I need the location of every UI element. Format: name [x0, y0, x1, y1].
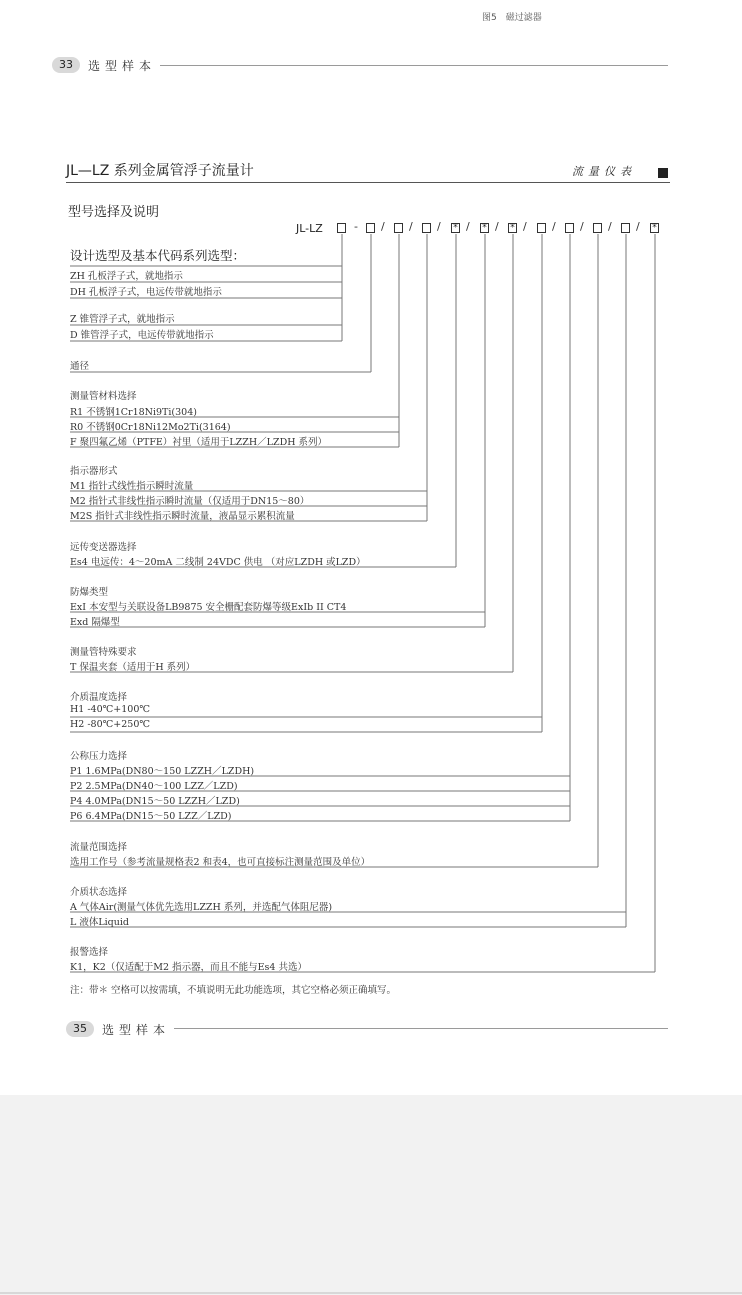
option-text: M1 指针式线性指示瞬时流量 [70, 481, 194, 492]
option-text: ZH 孔板浮子式，就地指示 [70, 271, 183, 282]
group-label-bore: 通径 [70, 361, 90, 372]
code-slash: / [437, 220, 441, 233]
option-text: K1，K2（仅适配于M2 指示器，而且不能与Es4 共选） [70, 962, 307, 973]
lower-blank-area [0, 1095, 742, 1295]
brand-label: 流量仪表 [572, 165, 636, 178]
option-text: Exd 隔爆型 [70, 617, 120, 628]
option-text: A 气体Air(测量气体优先选用LZZH 系列，并选配气体阻尼器) [70, 902, 333, 913]
code-slash: / [466, 220, 470, 233]
option-text: P4 4.0MPa(DN15～50 LZZH／LZD) [70, 796, 240, 807]
group-label-transmitter: 远传变送器选择 [70, 542, 137, 553]
code-slot: * [650, 223, 659, 233]
group-label-flow-range: 流量范围选择 [70, 842, 128, 853]
option-text: ExI 本安型与关联设备LB9875 安全栅配套防爆等级ExIb II CT4 [70, 602, 347, 613]
code-slot: * [480, 223, 489, 233]
option-text: P1 1.6MPa(DN80～150 LZZH／LZDH) [70, 766, 255, 777]
group-label-tube-material: 测量管材料选择 [70, 391, 137, 402]
option-text: L 液体Liquid [70, 917, 129, 928]
code-slash: / [381, 220, 385, 233]
code-slash: / [523, 220, 527, 233]
option-text: R0 不锈钢0Cr18Ni12Mo2Ti(3164) [70, 422, 231, 433]
group-label-temperature: 介质温度选择 [70, 692, 128, 703]
group-label-explosion-proof: 防爆类型 [70, 587, 109, 598]
option-text: P2 2.5MPa(DN40～100 LZZ／LZD) [70, 781, 238, 792]
group-label-tube-special: 测量管特殊要求 [70, 647, 137, 658]
lower-edge-line [0, 1292, 742, 1294]
code-slash: / [580, 220, 584, 233]
option-text: T 保温夹套（适用于H 系列） [70, 662, 196, 673]
figure-caption: 图5 磁过滤器 [482, 13, 542, 23]
code-slash: / [552, 220, 556, 233]
code-slot: * [508, 223, 517, 233]
option-text: H1 -40℃+100℃ [70, 704, 150, 715]
code-slash: / [409, 220, 413, 233]
option-text: Z 锥管浮子式，就地指示 [70, 314, 175, 325]
section-title-top: 选型样本 [88, 59, 157, 73]
model-code-prefix: JL-LZ [296, 222, 323, 235]
code-dash: - [354, 220, 358, 233]
option-text: F 聚四氟乙烯（PTFE）衬里（适用于LZZH／LZDH 系列） [70, 437, 327, 448]
code-slash: / [636, 220, 640, 233]
option-text: M2 指针式非线性指示瞬时流量（仅适用于DN15～80） [70, 496, 310, 507]
option-text: P6 6.4MPa(DN15～50 LZZ／LZD) [70, 811, 232, 822]
group-label-alarm: 报警选择 [70, 947, 109, 958]
option-text: DH 孔板浮子式，电远传带就地指示 [70, 287, 222, 298]
code-slash: / [608, 220, 612, 233]
code-slot: * [451, 223, 460, 233]
group-label-indicator: 指示器形式 [70, 466, 118, 477]
section-title-bottom: 选型样本 [102, 1023, 171, 1037]
footer-rule [174, 1028, 668, 1029]
option-text: D 锥管浮子式，电远传带就地指示 [70, 330, 214, 341]
code-slash: / [495, 220, 499, 233]
footnote: 注：带＊ 空格可以按需填，不填说明无此功能选项，其它空格必须正确填写。 [70, 985, 397, 996]
option-text: 选用工作号（参考流量规格表2 和表4，也可直接标注测量范围及单位） [70, 857, 371, 868]
option-text: Es4 电远传：4～20mA 二线制 24VDC 供电 （对应LZDH 或LZD） [70, 557, 366, 568]
selection-subheading: 设计选型及基本代码系列选型： [70, 248, 246, 263]
section-heading: 型号选择及说明 [68, 205, 160, 220]
document-title: JL—LZ 系列金属管浮子流量计 [66, 163, 254, 179]
option-text: R1 不锈钢1Cr18Ni9Ti(304) [70, 407, 197, 418]
group-label-medium-state: 介质状态选择 [70, 887, 128, 898]
option-text: M2S 指针式非线性指示瞬时流量，液晶显示累积流量 [70, 511, 295, 522]
page-number-top: 33 [52, 57, 80, 73]
group-label-pressure: 公称压力选择 [70, 751, 128, 762]
option-text: H2 -80℃+250℃ [70, 719, 150, 730]
page-number-bottom: 35 [66, 1021, 94, 1037]
